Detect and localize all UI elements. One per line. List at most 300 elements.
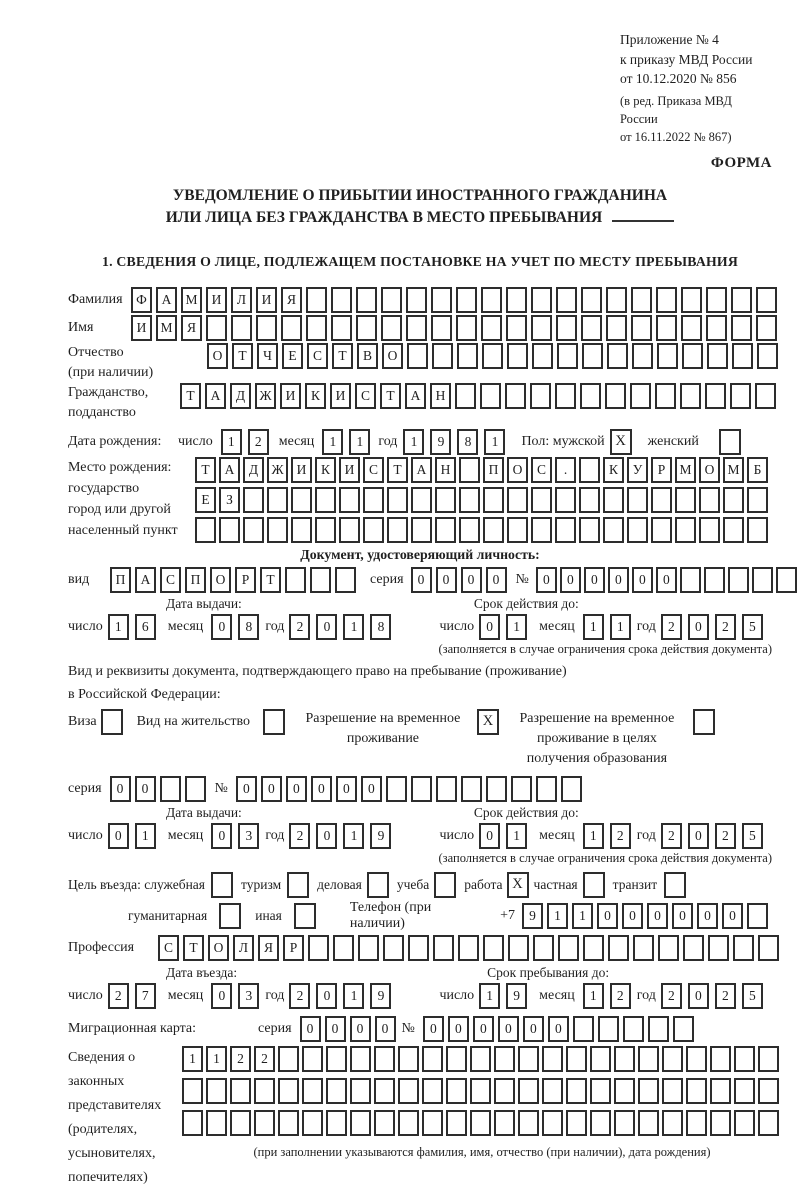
char-box[interactable]: Т [387, 457, 408, 483]
char-box[interactable]: Л [233, 935, 254, 961]
char-box[interactable] [278, 1046, 299, 1072]
char-box[interactable] [656, 287, 677, 313]
char-box[interactable]: 3 [238, 983, 259, 1009]
char-box[interactable]: 1 [484, 429, 505, 455]
char-box[interactable] [555, 383, 576, 409]
char-box[interactable]: 0 [536, 567, 557, 593]
char-box[interactable] [411, 487, 432, 513]
char-box[interactable] [582, 343, 603, 369]
char-box[interactable]: 1 [479, 983, 500, 1009]
char-box[interactable] [461, 776, 482, 802]
char-box[interactable]: 0 [672, 903, 693, 929]
char-box[interactable]: 1 [343, 614, 364, 640]
char-box[interactable] [638, 1046, 659, 1072]
char-box[interactable] [518, 1046, 539, 1072]
char-box[interactable] [398, 1078, 419, 1104]
char-box[interactable] [302, 1110, 323, 1136]
char-box[interactable] [507, 343, 528, 369]
char-box[interactable] [381, 315, 402, 341]
char-box[interactable] [422, 1078, 443, 1104]
char-box[interactable]: 9 [430, 429, 451, 455]
char-box[interactable] [456, 287, 477, 313]
char-box[interactable]: 9 [506, 983, 527, 1009]
char-box[interactable] [374, 1110, 395, 1136]
char-box[interactable] [230, 1110, 251, 1136]
char-box[interactable] [511, 776, 532, 802]
char-box[interactable]: 3 [238, 823, 259, 849]
char-box[interactable] [707, 343, 728, 369]
char-box[interactable] [331, 287, 352, 313]
char-box[interactable] [455, 383, 476, 409]
char-box[interactable]: Т [180, 383, 201, 409]
char-box[interactable]: Т [332, 343, 353, 369]
char-box[interactable] [758, 1078, 779, 1104]
char-box[interactable]: С [158, 935, 179, 961]
char-box[interactable] [518, 1110, 539, 1136]
char-box[interactable] [675, 487, 696, 513]
char-box[interactable] [776, 567, 797, 593]
char-box[interactable]: 6 [135, 614, 156, 640]
char-box[interactable] [494, 1046, 515, 1072]
char-box[interactable]: М [181, 287, 202, 313]
char-box[interactable]: 0 [448, 1016, 469, 1042]
char-box[interactable]: 0 [436, 567, 457, 593]
char-box[interactable]: 0 [110, 776, 131, 802]
char-box[interactable] [431, 287, 452, 313]
char-box[interactable]: 0 [523, 1016, 544, 1042]
char-box[interactable] [682, 343, 703, 369]
char-box[interactable]: 0 [632, 567, 653, 593]
char-box[interactable] [432, 343, 453, 369]
char-box[interactable]: 8 [370, 614, 391, 640]
char-box[interactable] [315, 487, 336, 513]
char-box[interactable]: Т [380, 383, 401, 409]
char-box[interactable] [431, 315, 452, 341]
char-box[interactable] [406, 315, 427, 341]
char-box[interactable]: И [280, 383, 301, 409]
char-box[interactable] [531, 487, 552, 513]
char-box[interactable] [680, 383, 701, 409]
char-box[interactable] [581, 315, 602, 341]
char-box[interactable] [206, 1110, 227, 1136]
char-box[interactable] [308, 935, 329, 961]
char-box[interactable] [456, 315, 477, 341]
char-box[interactable] [731, 287, 752, 313]
char-box[interactable]: О [699, 457, 720, 483]
char-box[interactable]: 0 [656, 567, 677, 593]
char-box[interactable] [310, 567, 331, 593]
char-box[interactable] [326, 1110, 347, 1136]
char-box[interactable]: 1 [221, 429, 242, 455]
char-box[interactable] [686, 1110, 707, 1136]
purpose-official-checkbox[interactable] [211, 872, 233, 898]
char-box[interactable]: 0 [316, 983, 337, 1009]
char-box[interactable] [306, 287, 327, 313]
char-box[interactable] [556, 315, 577, 341]
char-box[interactable] [407, 343, 428, 369]
char-box[interactable] [302, 1046, 323, 1072]
visa-checkbox[interactable] [101, 709, 123, 735]
char-box[interactable]: И [206, 287, 227, 313]
char-box[interactable] [339, 487, 360, 513]
char-box[interactable]: Д [230, 383, 251, 409]
char-box[interactable] [356, 287, 377, 313]
char-box[interactable] [723, 517, 744, 543]
char-box[interactable] [756, 315, 777, 341]
char-box[interactable]: 2 [715, 983, 736, 1009]
char-box[interactable] [243, 517, 264, 543]
residence-permit-checkbox[interactable] [263, 709, 285, 735]
purpose-business-checkbox[interactable] [367, 872, 389, 898]
char-box[interactable] [566, 1110, 587, 1136]
char-box[interactable] [206, 1078, 227, 1104]
char-box[interactable]: Ж [267, 457, 288, 483]
char-box[interactable]: М [675, 457, 696, 483]
char-box[interactable]: 1 [349, 429, 370, 455]
char-box[interactable]: И [256, 287, 277, 313]
char-box[interactable] [486, 776, 507, 802]
char-box[interactable] [398, 1110, 419, 1136]
char-box[interactable] [470, 1078, 491, 1104]
char-box[interactable]: 5 [742, 983, 763, 1009]
char-box[interactable] [630, 383, 651, 409]
char-box[interactable]: 1 [583, 614, 604, 640]
purpose-work-checkbox[interactable]: X [507, 872, 529, 898]
char-box[interactable]: А [205, 383, 226, 409]
char-box[interactable] [182, 1078, 203, 1104]
char-box[interactable]: 1 [322, 429, 343, 455]
purpose-transit-checkbox[interactable] [664, 872, 686, 898]
char-box[interactable]: 1 [583, 823, 604, 849]
char-box[interactable] [590, 1110, 611, 1136]
char-box[interactable] [532, 343, 553, 369]
char-box[interactable]: 8 [238, 614, 259, 640]
char-box[interactable] [411, 776, 432, 802]
female-checkbox[interactable] [719, 429, 741, 455]
char-box[interactable] [708, 935, 729, 961]
char-box[interactable] [730, 383, 751, 409]
char-box[interactable]: 1 [547, 903, 568, 929]
char-box[interactable]: О [210, 567, 231, 593]
char-box[interactable] [583, 935, 604, 961]
char-box[interactable]: З [219, 487, 240, 513]
char-box[interactable] [728, 567, 749, 593]
char-box[interactable]: 1 [572, 903, 593, 929]
char-box[interactable] [755, 383, 776, 409]
char-box[interactable] [435, 517, 456, 543]
char-box[interactable] [446, 1078, 467, 1104]
char-box[interactable] [480, 383, 501, 409]
char-box[interactable]: 0 [411, 567, 432, 593]
char-box[interactable]: А [405, 383, 426, 409]
char-box[interactable]: 0 [473, 1016, 494, 1042]
char-box[interactable]: 0 [498, 1016, 519, 1042]
char-box[interactable]: 0 [211, 983, 232, 1009]
char-box[interactable] [185, 776, 206, 802]
char-box[interactable] [607, 343, 628, 369]
char-box[interactable] [267, 517, 288, 543]
char-box[interactable]: 5 [742, 823, 763, 849]
char-box[interactable]: 0 [647, 903, 668, 929]
char-box[interactable]: 2 [610, 823, 631, 849]
char-box[interactable] [542, 1110, 563, 1136]
char-box[interactable] [638, 1078, 659, 1104]
char-box[interactable] [542, 1078, 563, 1104]
char-box[interactable] [631, 287, 652, 313]
char-box[interactable]: 1 [610, 614, 631, 640]
char-box[interactable] [561, 776, 582, 802]
char-box[interactable]: 2 [289, 614, 310, 640]
char-box[interactable]: 1 [206, 1046, 227, 1072]
char-box[interactable] [662, 1078, 683, 1104]
char-box[interactable] [683, 935, 704, 961]
char-box[interactable] [579, 517, 600, 543]
char-box[interactable] [281, 315, 302, 341]
char-box[interactable] [606, 287, 627, 313]
char-box[interactable] [627, 517, 648, 543]
char-box[interactable]: 1 [135, 823, 156, 849]
char-box[interactable] [723, 487, 744, 513]
char-box[interactable]: 0 [486, 567, 507, 593]
char-box[interactable] [483, 935, 504, 961]
char-box[interactable] [699, 517, 720, 543]
char-box[interactable] [558, 935, 579, 961]
char-box[interactable]: К [305, 383, 326, 409]
char-box[interactable]: М [156, 315, 177, 341]
char-box[interactable]: 9 [370, 983, 391, 1009]
char-box[interactable] [291, 487, 312, 513]
char-box[interactable] [230, 1078, 251, 1104]
char-box[interactable] [731, 315, 752, 341]
char-box[interactable] [756, 287, 777, 313]
char-box[interactable]: 0 [211, 614, 232, 640]
char-box[interactable]: 0 [688, 614, 709, 640]
char-box[interactable] [254, 1078, 275, 1104]
char-box[interactable] [557, 343, 578, 369]
char-box[interactable] [752, 567, 773, 593]
char-box[interactable] [411, 517, 432, 543]
char-box[interactable]: 0 [597, 903, 618, 929]
char-box[interactable]: 2 [715, 823, 736, 849]
char-box[interactable]: П [185, 567, 206, 593]
char-box[interactable] [747, 487, 768, 513]
char-box[interactable]: 2 [661, 614, 682, 640]
char-box[interactable] [657, 343, 678, 369]
char-box[interactable]: 0 [261, 776, 282, 802]
char-box[interactable]: А [219, 457, 240, 483]
char-box[interactable] [605, 383, 626, 409]
char-box[interactable] [302, 1078, 323, 1104]
char-box[interactable] [566, 1046, 587, 1072]
char-box[interactable] [483, 487, 504, 513]
char-box[interactable]: 0 [548, 1016, 569, 1042]
char-box[interactable]: 0 [135, 776, 156, 802]
char-box[interactable]: Т [260, 567, 281, 593]
char-box[interactable] [333, 935, 354, 961]
char-box[interactable]: А [411, 457, 432, 483]
char-box[interactable] [733, 935, 754, 961]
char-box[interactable]: 0 [722, 903, 743, 929]
char-box[interactable]: 0 [423, 1016, 444, 1042]
char-box[interactable] [614, 1110, 635, 1136]
char-box[interactable]: И [131, 315, 152, 341]
temp-residence-checkbox[interactable]: X [477, 709, 499, 735]
char-box[interactable] [655, 383, 676, 409]
char-box[interactable]: Б [747, 457, 768, 483]
purpose-tourism-checkbox[interactable] [287, 872, 309, 898]
char-box[interactable] [315, 517, 336, 543]
char-box[interactable] [673, 1016, 694, 1042]
char-box[interactable] [386, 776, 407, 802]
char-box[interactable] [758, 1046, 779, 1072]
char-box[interactable] [732, 343, 753, 369]
char-box[interactable] [387, 487, 408, 513]
char-box[interactable] [358, 935, 379, 961]
char-box[interactable] [387, 517, 408, 543]
char-box[interactable]: Т [183, 935, 204, 961]
char-box[interactable]: 0 [350, 1016, 371, 1042]
char-box[interactable] [747, 903, 768, 929]
char-box[interactable]: 1 [403, 429, 424, 455]
char-box[interactable] [470, 1110, 491, 1136]
char-box[interactable] [581, 287, 602, 313]
char-box[interactable] [651, 487, 672, 513]
char-box[interactable] [662, 1046, 683, 1072]
char-box[interactable] [710, 1078, 731, 1104]
char-box[interactable] [285, 567, 306, 593]
char-box[interactable] [734, 1046, 755, 1072]
char-box[interactable]: 5 [742, 614, 763, 640]
char-box[interactable] [243, 487, 264, 513]
char-box[interactable]: 0 [584, 567, 605, 593]
char-box[interactable]: 8 [457, 429, 478, 455]
char-box[interactable] [363, 517, 384, 543]
char-box[interactable] [536, 776, 557, 802]
char-box[interactable] [706, 315, 727, 341]
char-box[interactable] [356, 315, 377, 341]
char-box[interactable]: К [603, 457, 624, 483]
char-box[interactable] [651, 517, 672, 543]
char-box[interactable] [603, 487, 624, 513]
char-box[interactable] [350, 1110, 371, 1136]
char-box[interactable] [505, 383, 526, 409]
char-box[interactable] [507, 487, 528, 513]
char-box[interactable]: 2 [108, 983, 129, 1009]
char-box[interactable] [627, 487, 648, 513]
char-box[interactable] [648, 1016, 669, 1042]
char-box[interactable]: И [330, 383, 351, 409]
char-box[interactable] [267, 487, 288, 513]
char-box[interactable]: Д [243, 457, 264, 483]
char-box[interactable] [579, 487, 600, 513]
char-box[interactable]: П [483, 457, 504, 483]
char-box[interactable] [231, 315, 252, 341]
char-box[interactable]: 2 [289, 983, 310, 1009]
char-box[interactable]: 2 [254, 1046, 275, 1072]
char-box[interactable] [339, 517, 360, 543]
char-box[interactable]: Ф [131, 287, 152, 313]
char-box[interactable] [533, 935, 554, 961]
char-box[interactable]: 1 [583, 983, 604, 1009]
char-box[interactable] [633, 935, 654, 961]
char-box[interactable]: 0 [608, 567, 629, 593]
char-box[interactable] [350, 1078, 371, 1104]
char-box[interactable] [481, 315, 502, 341]
char-box[interactable]: 1 [182, 1046, 203, 1072]
char-box[interactable]: 0 [300, 1016, 321, 1042]
char-box[interactable]: 1 [506, 614, 527, 640]
char-box[interactable] [573, 1016, 594, 1042]
char-box[interactable] [710, 1046, 731, 1072]
char-box[interactable] [182, 1110, 203, 1136]
char-box[interactable]: Р [283, 935, 304, 961]
char-box[interactable] [408, 935, 429, 961]
char-box[interactable] [710, 1110, 731, 1136]
char-box[interactable] [374, 1046, 395, 1072]
char-box[interactable] [436, 776, 457, 802]
char-box[interactable]: 0 [560, 567, 581, 593]
char-box[interactable]: 0 [286, 776, 307, 802]
char-box[interactable] [531, 287, 552, 313]
char-box[interactable] [458, 935, 479, 961]
char-box[interactable] [459, 457, 480, 483]
char-box[interactable] [406, 287, 427, 313]
char-box[interactable]: П [110, 567, 131, 593]
char-box[interactable] [494, 1110, 515, 1136]
char-box[interactable] [256, 315, 277, 341]
temp-residence-edu-checkbox[interactable] [693, 709, 715, 735]
char-box[interactable] [506, 315, 527, 341]
char-box[interactable]: 9 [522, 903, 543, 929]
char-box[interactable] [446, 1046, 467, 1072]
char-box[interactable] [614, 1046, 635, 1072]
char-box[interactable] [398, 1046, 419, 1072]
char-box[interactable] [705, 383, 726, 409]
char-box[interactable]: 0 [316, 823, 337, 849]
char-box[interactable] [734, 1078, 755, 1104]
char-box[interactable] [606, 315, 627, 341]
char-box[interactable] [662, 1110, 683, 1136]
char-box[interactable] [757, 343, 778, 369]
char-box[interactable] [631, 315, 652, 341]
char-box[interactable]: С [363, 457, 384, 483]
char-box[interactable] [542, 1046, 563, 1072]
char-box[interactable]: Я [181, 315, 202, 341]
char-box[interactable] [531, 315, 552, 341]
char-box[interactable]: О [507, 457, 528, 483]
char-box[interactable] [530, 383, 551, 409]
char-box[interactable] [206, 315, 227, 341]
char-box[interactable] [482, 343, 503, 369]
char-box[interactable]: 0 [316, 614, 337, 640]
char-box[interactable] [383, 935, 404, 961]
char-box[interactable]: Н [430, 383, 451, 409]
char-box[interactable]: 0 [461, 567, 482, 593]
char-box[interactable]: Ж [255, 383, 276, 409]
char-box[interactable] [422, 1110, 443, 1136]
char-box[interactable] [603, 517, 624, 543]
char-box[interactable]: С [160, 567, 181, 593]
char-box[interactable]: Л [231, 287, 252, 313]
char-box[interactable] [556, 287, 577, 313]
char-box[interactable]: О [207, 343, 228, 369]
char-box[interactable]: 0 [325, 1016, 346, 1042]
char-box[interactable] [306, 315, 327, 341]
char-box[interactable] [531, 517, 552, 543]
purpose-private-checkbox[interactable] [583, 872, 605, 898]
char-box[interactable]: К [315, 457, 336, 483]
char-box[interactable] [675, 517, 696, 543]
